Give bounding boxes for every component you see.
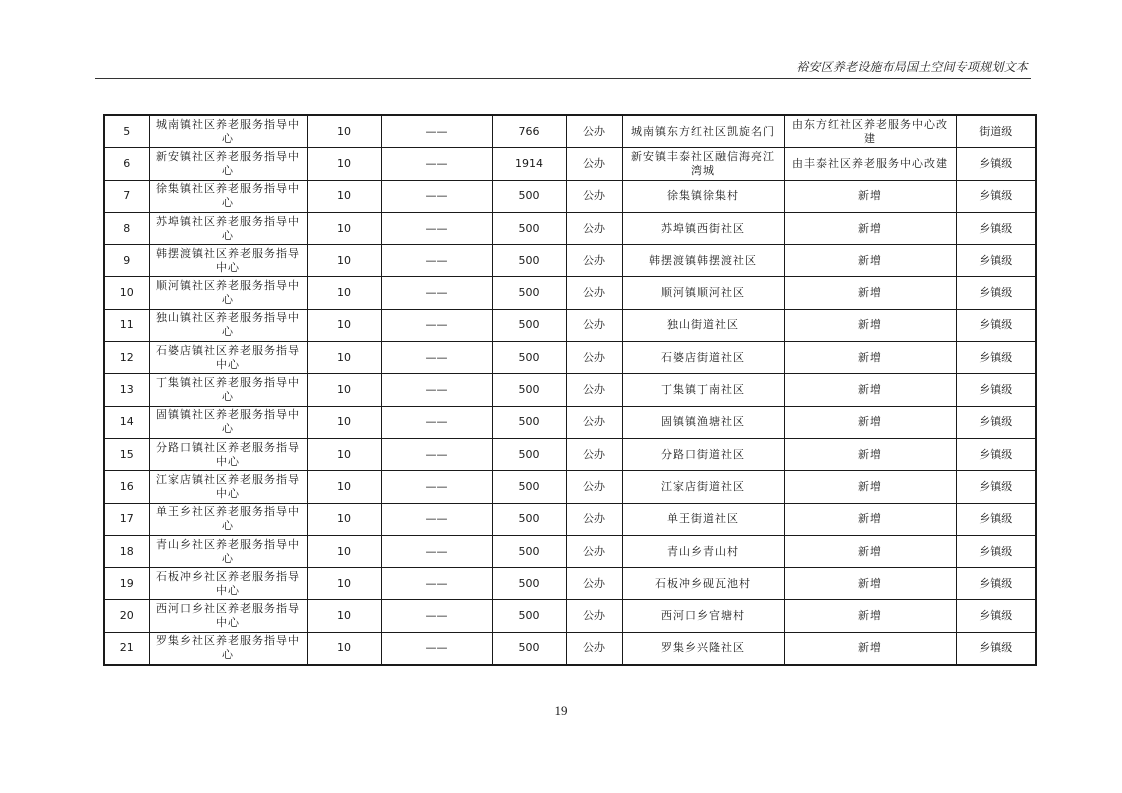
cell-area: 500 [492,342,566,374]
cell-placeholder: —— [381,600,492,632]
cell-index: 11 [104,309,149,341]
cell-facility-name: 分路口镇社区养老服务指导中心 [149,438,307,470]
cell-facility-name: 顺河镇社区养老服务指导中心 [149,277,307,309]
cell-construction-mode: 由东方红社区养老服务中心改建 [784,115,956,148]
cell-area: 500 [492,471,566,503]
page-number: 19 [554,703,568,718]
cell-placeholder: —— [381,148,492,180]
cell-area: 500 [492,406,566,438]
cell-facility-name: 西河口乡社区养老服务指导中心 [149,600,307,632]
cell-facility-name: 徐集镇社区养老服务指导中心 [149,180,307,212]
cell-ownership-type: 公办 [566,503,622,535]
cell-facility-name: 韩摆渡镇社区养老服务指导中心 [149,245,307,277]
cell-area: 766 [492,115,566,148]
cell-location: 韩摆渡镇韩摆渡社区 [622,245,784,277]
cell-ownership-type: 公办 [566,180,622,212]
cell-construction-mode: 新增 [784,180,956,212]
cell-beds: 10 [307,342,381,374]
table-row [104,471,1036,503]
cell-location: 分路口街道社区 [622,438,784,470]
cell-index: 6 [104,148,149,180]
cell-construction-mode: 由丰泰社区养老服务中心改建 [784,148,956,180]
cell-location: 丁集镇丁南社区 [622,374,784,406]
cell-index: 19 [104,568,149,600]
cell-index: 8 [104,212,149,244]
cell-location: 单王街道社区 [622,503,784,535]
cell-area: 1914 [492,148,566,180]
cell-construction-mode: 新增 [784,406,956,438]
cell-ownership-type: 公办 [566,438,622,470]
cell-ownership-type: 公办 [566,309,622,341]
cell-index: 7 [104,180,149,212]
cell-level: 乡镇级 [956,309,1036,341]
cell-ownership-type: 公办 [566,471,622,503]
document-header-title: 裕安区养老设施布局国土空间专项规划文本 [796,60,1028,74]
cell-location: 青山乡青山村 [622,535,784,567]
cell-location: 顺河镇顺河社区 [622,277,784,309]
cell-placeholder: —— [381,277,492,309]
cell-ownership-type: 公办 [566,212,622,244]
cell-placeholder: —— [381,342,492,374]
cell-area: 500 [492,438,566,470]
cell-ownership-type: 公办 [566,342,622,374]
table-row [104,568,1036,600]
cell-ownership-type: 公办 [566,535,622,567]
cell-index: 12 [104,342,149,374]
cell-level: 乡镇级 [956,180,1036,212]
cell-beds: 10 [307,245,381,277]
cell-placeholder: —— [381,438,492,470]
cell-location: 新安镇丰泰社区融信海亮江湾城 [622,148,784,180]
cell-area: 500 [492,245,566,277]
cell-index: 16 [104,471,149,503]
cell-location: 独山街道社区 [622,309,784,341]
table-body [104,115,1036,665]
cell-area: 500 [492,277,566,309]
cell-ownership-type: 公办 [566,632,622,665]
cell-location: 苏埠镇西街社区 [622,212,784,244]
table-row [104,600,1036,632]
cell-placeholder: —— [381,471,492,503]
cell-beds: 10 [307,309,381,341]
cell-ownership-type: 公办 [566,374,622,406]
cell-beds: 10 [307,212,381,244]
table-row [104,309,1036,341]
cell-level: 乡镇级 [956,245,1036,277]
cell-construction-mode: 新增 [784,277,956,309]
cell-ownership-type: 公办 [566,600,622,632]
table-row [104,277,1036,309]
cell-ownership-type: 公办 [566,245,622,277]
cell-construction-mode: 新增 [784,632,956,665]
table-row [104,342,1036,374]
cell-area: 500 [492,180,566,212]
cell-level: 乡镇级 [956,568,1036,600]
cell-construction-mode: 新增 [784,568,956,600]
cell-index: 18 [104,535,149,567]
cell-placeholder: —— [381,632,492,665]
cell-construction-mode: 新增 [784,212,956,244]
cell-construction-mode: 新增 [784,342,956,374]
table-row [104,503,1036,535]
cell-level: 乡镇级 [956,438,1036,470]
cell-facility-name: 江家店镇社区养老服务指导中心 [149,471,307,503]
cell-level: 乡镇级 [956,148,1036,180]
cell-placeholder: —— [381,503,492,535]
cell-level: 街道级 [956,115,1036,148]
cell-construction-mode: 新增 [784,503,956,535]
cell-facility-name: 青山乡社区养老服务指导中心 [149,535,307,567]
cell-placeholder: —— [381,245,492,277]
table-row [104,374,1036,406]
table-row [104,245,1036,277]
cell-location: 石板冲乡砚瓦池村 [622,568,784,600]
cell-location: 城南镇东方红社区凯旋名门 [622,115,784,148]
cell-location: 西河口乡官塘村 [622,600,784,632]
table-row [104,212,1036,244]
cell-ownership-type: 公办 [566,406,622,438]
cell-placeholder: —— [381,374,492,406]
cell-index: 21 [104,632,149,665]
cell-level: 乡镇级 [956,503,1036,535]
cell-beds: 10 [307,503,381,535]
cell-placeholder: —— [381,406,492,438]
cell-facility-name: 单王乡社区养老服务指导中心 [149,503,307,535]
cell-beds: 10 [307,180,381,212]
cell-ownership-type: 公办 [566,148,622,180]
cell-beds: 10 [307,568,381,600]
cell-ownership-type: 公办 [566,115,622,148]
cell-level: 乡镇级 [956,632,1036,665]
cell-construction-mode: 新增 [784,600,956,632]
cell-area: 500 [492,600,566,632]
cell-area: 500 [492,632,566,665]
cell-placeholder: —— [381,212,492,244]
cell-level: 乡镇级 [956,374,1036,406]
cell-facility-name: 丁集镇社区养老服务指导中心 [149,374,307,406]
cell-construction-mode: 新增 [784,309,956,341]
cell-index: 17 [104,503,149,535]
cell-index: 15 [104,438,149,470]
cell-beds: 10 [307,406,381,438]
table-row [104,115,1036,148]
cell-area: 500 [492,503,566,535]
header-divider [95,78,1031,79]
cell-level: 乡镇级 [956,600,1036,632]
cell-level: 乡镇级 [956,277,1036,309]
cell-index: 9 [104,245,149,277]
cell-level: 乡镇级 [956,406,1036,438]
cell-level: 乡镇级 [956,212,1036,244]
cell-construction-mode: 新增 [784,374,956,406]
cell-construction-mode: 新增 [784,471,956,503]
cell-beds: 10 [307,471,381,503]
cell-beds: 10 [307,535,381,567]
table-row [104,535,1036,567]
cell-facility-name: 苏埠镇社区养老服务指导中心 [149,212,307,244]
cell-beds: 10 [307,148,381,180]
cell-index: 10 [104,277,149,309]
table-row [104,438,1036,470]
cell-location: 石婆店街道社区 [622,342,784,374]
cell-facility-name: 城南镇社区养老服务指导中心 [149,115,307,148]
cell-beds: 10 [307,374,381,406]
table-row [104,180,1036,212]
cell-placeholder: —— [381,535,492,567]
cell-level: 乡镇级 [956,535,1036,567]
cell-index: 14 [104,406,149,438]
cell-construction-mode: 新增 [784,535,956,567]
table-row [104,148,1036,180]
cell-index: 13 [104,374,149,406]
cell-construction-mode: 新增 [784,245,956,277]
cell-location: 徐集镇徐集村 [622,180,784,212]
cell-facility-name: 石婆店镇社区养老服务指导中心 [149,342,307,374]
cell-area: 500 [492,568,566,600]
facility-table [103,114,1037,666]
cell-index: 20 [104,600,149,632]
cell-area: 500 [492,374,566,406]
cell-location: 江家店街道社区 [622,471,784,503]
cell-placeholder: —— [381,115,492,148]
cell-placeholder: —— [381,180,492,212]
cell-ownership-type: 公办 [566,277,622,309]
cell-area: 500 [492,535,566,567]
cell-beds: 10 [307,632,381,665]
cell-beds: 10 [307,600,381,632]
cell-level: 乡镇级 [956,471,1036,503]
cell-placeholder: —— [381,568,492,600]
cell-facility-name: 独山镇社区养老服务指导中心 [149,309,307,341]
cell-index: 5 [104,115,149,148]
cell-ownership-type: 公办 [566,568,622,600]
cell-location: 罗集乡兴隆社区 [622,632,784,665]
table-row [104,632,1036,665]
cell-level: 乡镇级 [956,342,1036,374]
cell-location: 固镇镇渔塘社区 [622,406,784,438]
cell-beds: 10 [307,438,381,470]
cell-construction-mode: 新增 [784,438,956,470]
table-row [104,406,1036,438]
cell-area: 500 [492,212,566,244]
cell-beds: 10 [307,277,381,309]
cell-beds: 10 [307,115,381,148]
cell-facility-name: 石板冲乡社区养老服务指导中心 [149,568,307,600]
cell-facility-name: 固镇镇社区养老服务指导中心 [149,406,307,438]
cell-facility-name: 罗集乡社区养老服务指导中心 [149,632,307,665]
cell-placeholder: —— [381,309,492,341]
cell-area: 500 [492,309,566,341]
cell-facility-name: 新安镇社区养老服务指导中心 [149,148,307,180]
